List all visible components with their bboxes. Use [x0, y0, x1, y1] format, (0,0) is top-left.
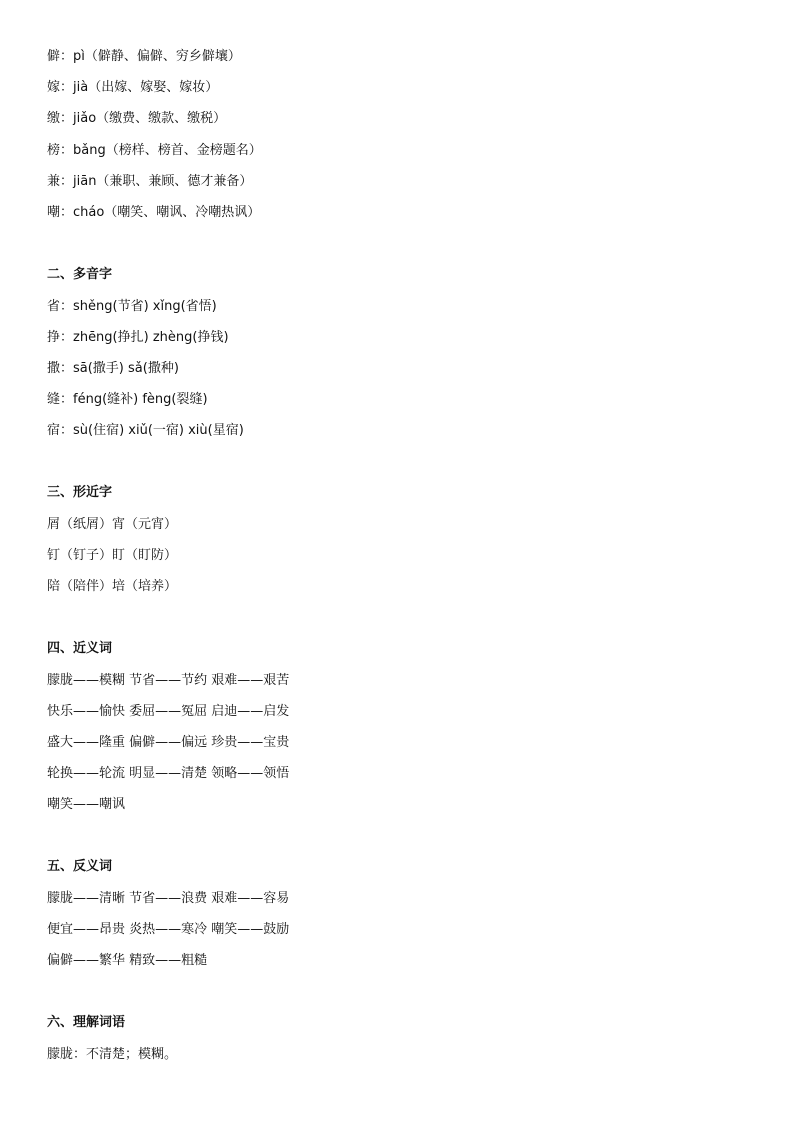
vocab-line: 榜：bǎng（榜样、榜首、金榜题名） [47, 143, 262, 158]
antonym-line: 便宜——昂贵 炎热——寒冷 嘲笑——鼓励 [47, 922, 290, 937]
understanding-line: 朦胧：不清楚；模糊。 [47, 1047, 178, 1062]
section-heading-similar-shape: 三、形近字 [47, 485, 113, 500]
synonym-line: 盛大——隆重 偏僻——偏远 珍贵——宝贵 [47, 735, 290, 750]
antonym-line: 偏僻——繁华 精致——粗糙 [47, 953, 208, 968]
section-heading-synonyms: 四、近义词 [47, 641, 113, 656]
similar-shape-line: 陪（陪伴）培（培养） [47, 579, 178, 594]
polyphone-line: 宿：sù(住宿) xiǔ(一宿) xiù(星宿) [47, 423, 244, 438]
polyphone-line: 缝：féng(缝补) fèng(裂缝) [47, 392, 208, 407]
vocab-line: 缴：jiǎo（缴费、缴款、缴税） [47, 111, 227, 126]
section-heading-antonyms: 五、反义词 [47, 859, 113, 874]
synonym-line: 轮换——轮流 明显——清楚 领略——领悟 [47, 766, 290, 781]
polyphone-line: 挣：zhēng(挣扎) zhèng(挣钱) [47, 330, 229, 345]
section-heading-understanding: 六、理解词语 [47, 1015, 126, 1030]
vocab-line: 僻：pì（僻静、偏僻、穷乡僻壤） [47, 49, 241, 64]
section-heading-polyphone: 二、多音字 [47, 267, 113, 282]
synonym-line: 朦胧——模糊 节省——节约 艰难——艰苦 [47, 673, 290, 688]
vocab-line: 兼：jiān（兼职、兼顾、德才兼备） [47, 174, 253, 189]
vocab-line: 嘲：cháo（嘲笑、嘲讽、冷嘲热讽） [47, 205, 261, 220]
similar-shape-line: 屑（纸屑）宵（元宵） [47, 517, 178, 532]
polyphone-line: 撒：sā(撒手) sǎ(撒种) [47, 361, 179, 376]
synonym-line: 快乐——愉快 委屈——冤屈 启迪——启发 [47, 704, 290, 719]
polyphone-line: 省：shěng(节省) xǐng(省悟) [47, 299, 217, 314]
synonym-line: 嘲笑——嘲讽 [47, 797, 126, 812]
vocab-line: 嫁：jià（出嫁、嫁娶、嫁妆） [47, 80, 219, 95]
antonym-line: 朦胧——清晰 节省——浪费 艰难——容易 [47, 891, 290, 906]
similar-shape-line: 钉（钉子）盯（盯防） [47, 548, 178, 563]
